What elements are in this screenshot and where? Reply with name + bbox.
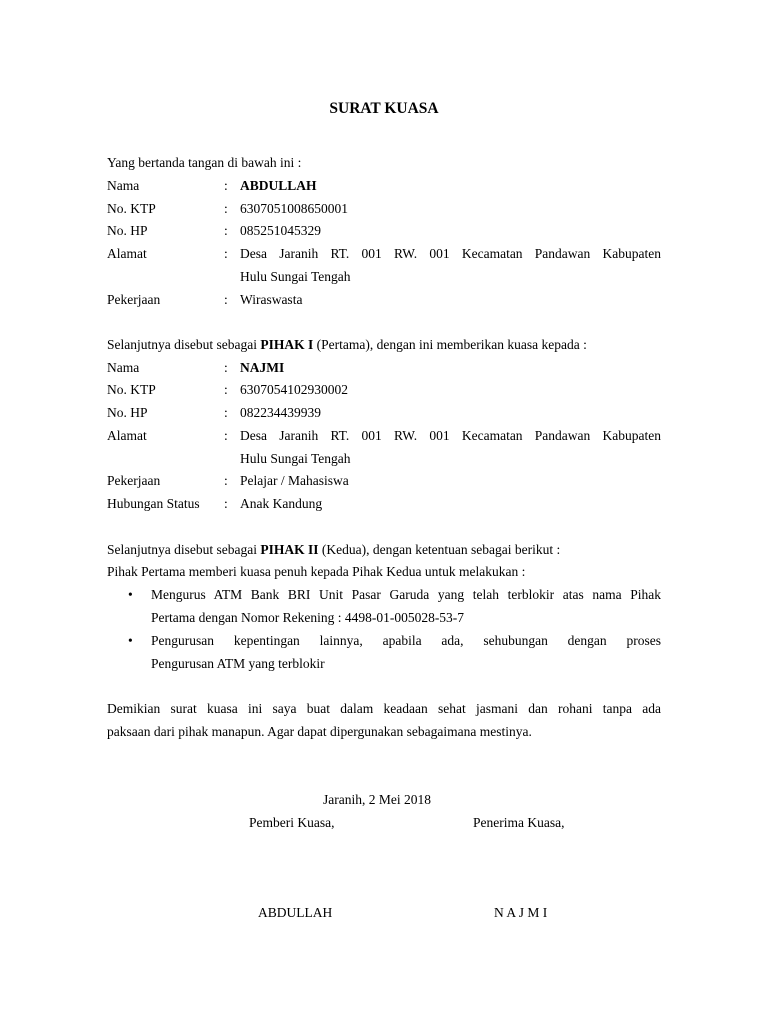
bullet-icon: • (128, 633, 133, 648)
colon: : (224, 223, 228, 238)
field-label: Alamat (107, 246, 147, 261)
colon: : (224, 382, 228, 397)
penerima-kuasa-label: Penerima Kuasa, (473, 815, 565, 830)
transition-text: Selanjutnya disebut sebagai (107, 337, 261, 352)
pihak1-pekerjaan-value: Wiraswasta (240, 292, 303, 307)
bullet-1-line2: Pertama dengan Nomor Rekening : 4498-01-005028-53-7 (151, 610, 465, 625)
colon: : (224, 201, 228, 216)
field-label: Pekerjaan (107, 473, 161, 488)
kuasa-intro: Pihak Pertama memberi kuasa penuh kepada Pihak Kedua untuk melakukan : (107, 564, 526, 579)
field-label: Alamat (107, 428, 147, 443)
pihak2-nama-value: NAJMI (240, 360, 285, 375)
pihak1-alamat-line2: Hulu Sungai Tengah (240, 269, 351, 284)
colon: : (224, 496, 228, 511)
pihak1-nama-value: ABDULLAH (240, 178, 317, 193)
bullet-2-line2: Pengurusan ATM yang terblokir (151, 656, 325, 671)
field-label: Hubungan Status (107, 496, 200, 511)
penerima-kuasa-name: N A J M I (494, 905, 548, 920)
colon: : (224, 428, 228, 443)
field-label: Nama (107, 360, 140, 375)
colon: : (224, 473, 228, 488)
pihak2-pekerjaan-value: Pelajar / Mahasiswa (240, 473, 349, 488)
pemberi-kuasa-label: Pemberi Kuasa, (249, 815, 335, 830)
document-title: SURAT KUASA (329, 100, 439, 117)
field-label: No. HP (107, 223, 148, 238)
pihak1-ktp-value: 6307051008650001 (240, 201, 348, 216)
pihak2-ktp-value: 6307054102930002 (240, 382, 348, 397)
pihak1-term: PIHAK I (260, 337, 314, 352)
intro-text: Yang bertanda tangan di bawah ini : (107, 155, 302, 170)
transition-pihak2 (107, 542, 661, 558)
pihak2-alamat-line1: Desa Jaranih RT. 001 RW. 001 Kecamatan Pandawan Kabupaten (240, 428, 661, 443)
pihak2-hp-value: 082234439939 (240, 405, 321, 420)
colon: : (224, 360, 228, 375)
colon: : (224, 178, 228, 193)
pihak2-term: PIHAK II (260, 542, 319, 557)
place-date: Jaranih, 2 Mei 2018 (323, 792, 431, 807)
pihak2-alamat-line2: Hulu Sungai Tengah (240, 451, 351, 466)
colon: : (224, 405, 228, 420)
field-label: No. HP (107, 405, 148, 420)
bullet-icon: • (128, 587, 133, 602)
colon: : (224, 246, 228, 261)
field-label: No. KTP (107, 382, 156, 397)
pemberi-kuasa-name: ABDULLAH (258, 905, 333, 920)
transition-text: (Kedua), dengan ketentuan sebagai berikut : (318, 542, 561, 557)
bullet-1-line1: Mengurus ATM Bank BRI Unit Pasar Garuda yang telah terblokir atas nama Pihak (151, 587, 661, 602)
closing-line1: Demikian surat kuasa ini saya buat dalam keadaan sehat jasmani dan rohani tanpa ada (107, 701, 661, 716)
bullet-2-line1: Pengurusan kepentingan lainnya, apabila ada, sehubungan dengan proses (151, 633, 661, 648)
transition-text: (Pertama), dengan ini memberikan kuasa kepada : (313, 337, 587, 352)
transition-text: Selanjutnya disebut sebagai (107, 542, 261, 557)
field-label: No. KTP (107, 201, 156, 216)
pihak2-hubungan-value: Anak Kandung (240, 496, 323, 511)
colon: : (224, 292, 228, 307)
pihak1-hp-value: 085251045329 (240, 223, 321, 238)
transition-pihak1 (107, 337, 661, 353)
field-label: Pekerjaan (107, 292, 161, 307)
pihak1-alamat-line1: Desa Jaranih RT. 001 RW. 001 Kecamatan Pandawan Kabupaten (240, 246, 661, 261)
field-label: Nama (107, 178, 140, 193)
closing-line2: paksaan dari pihak manapun. Agar dapat dipergunakan sebagaimana mestinya. (107, 724, 532, 739)
